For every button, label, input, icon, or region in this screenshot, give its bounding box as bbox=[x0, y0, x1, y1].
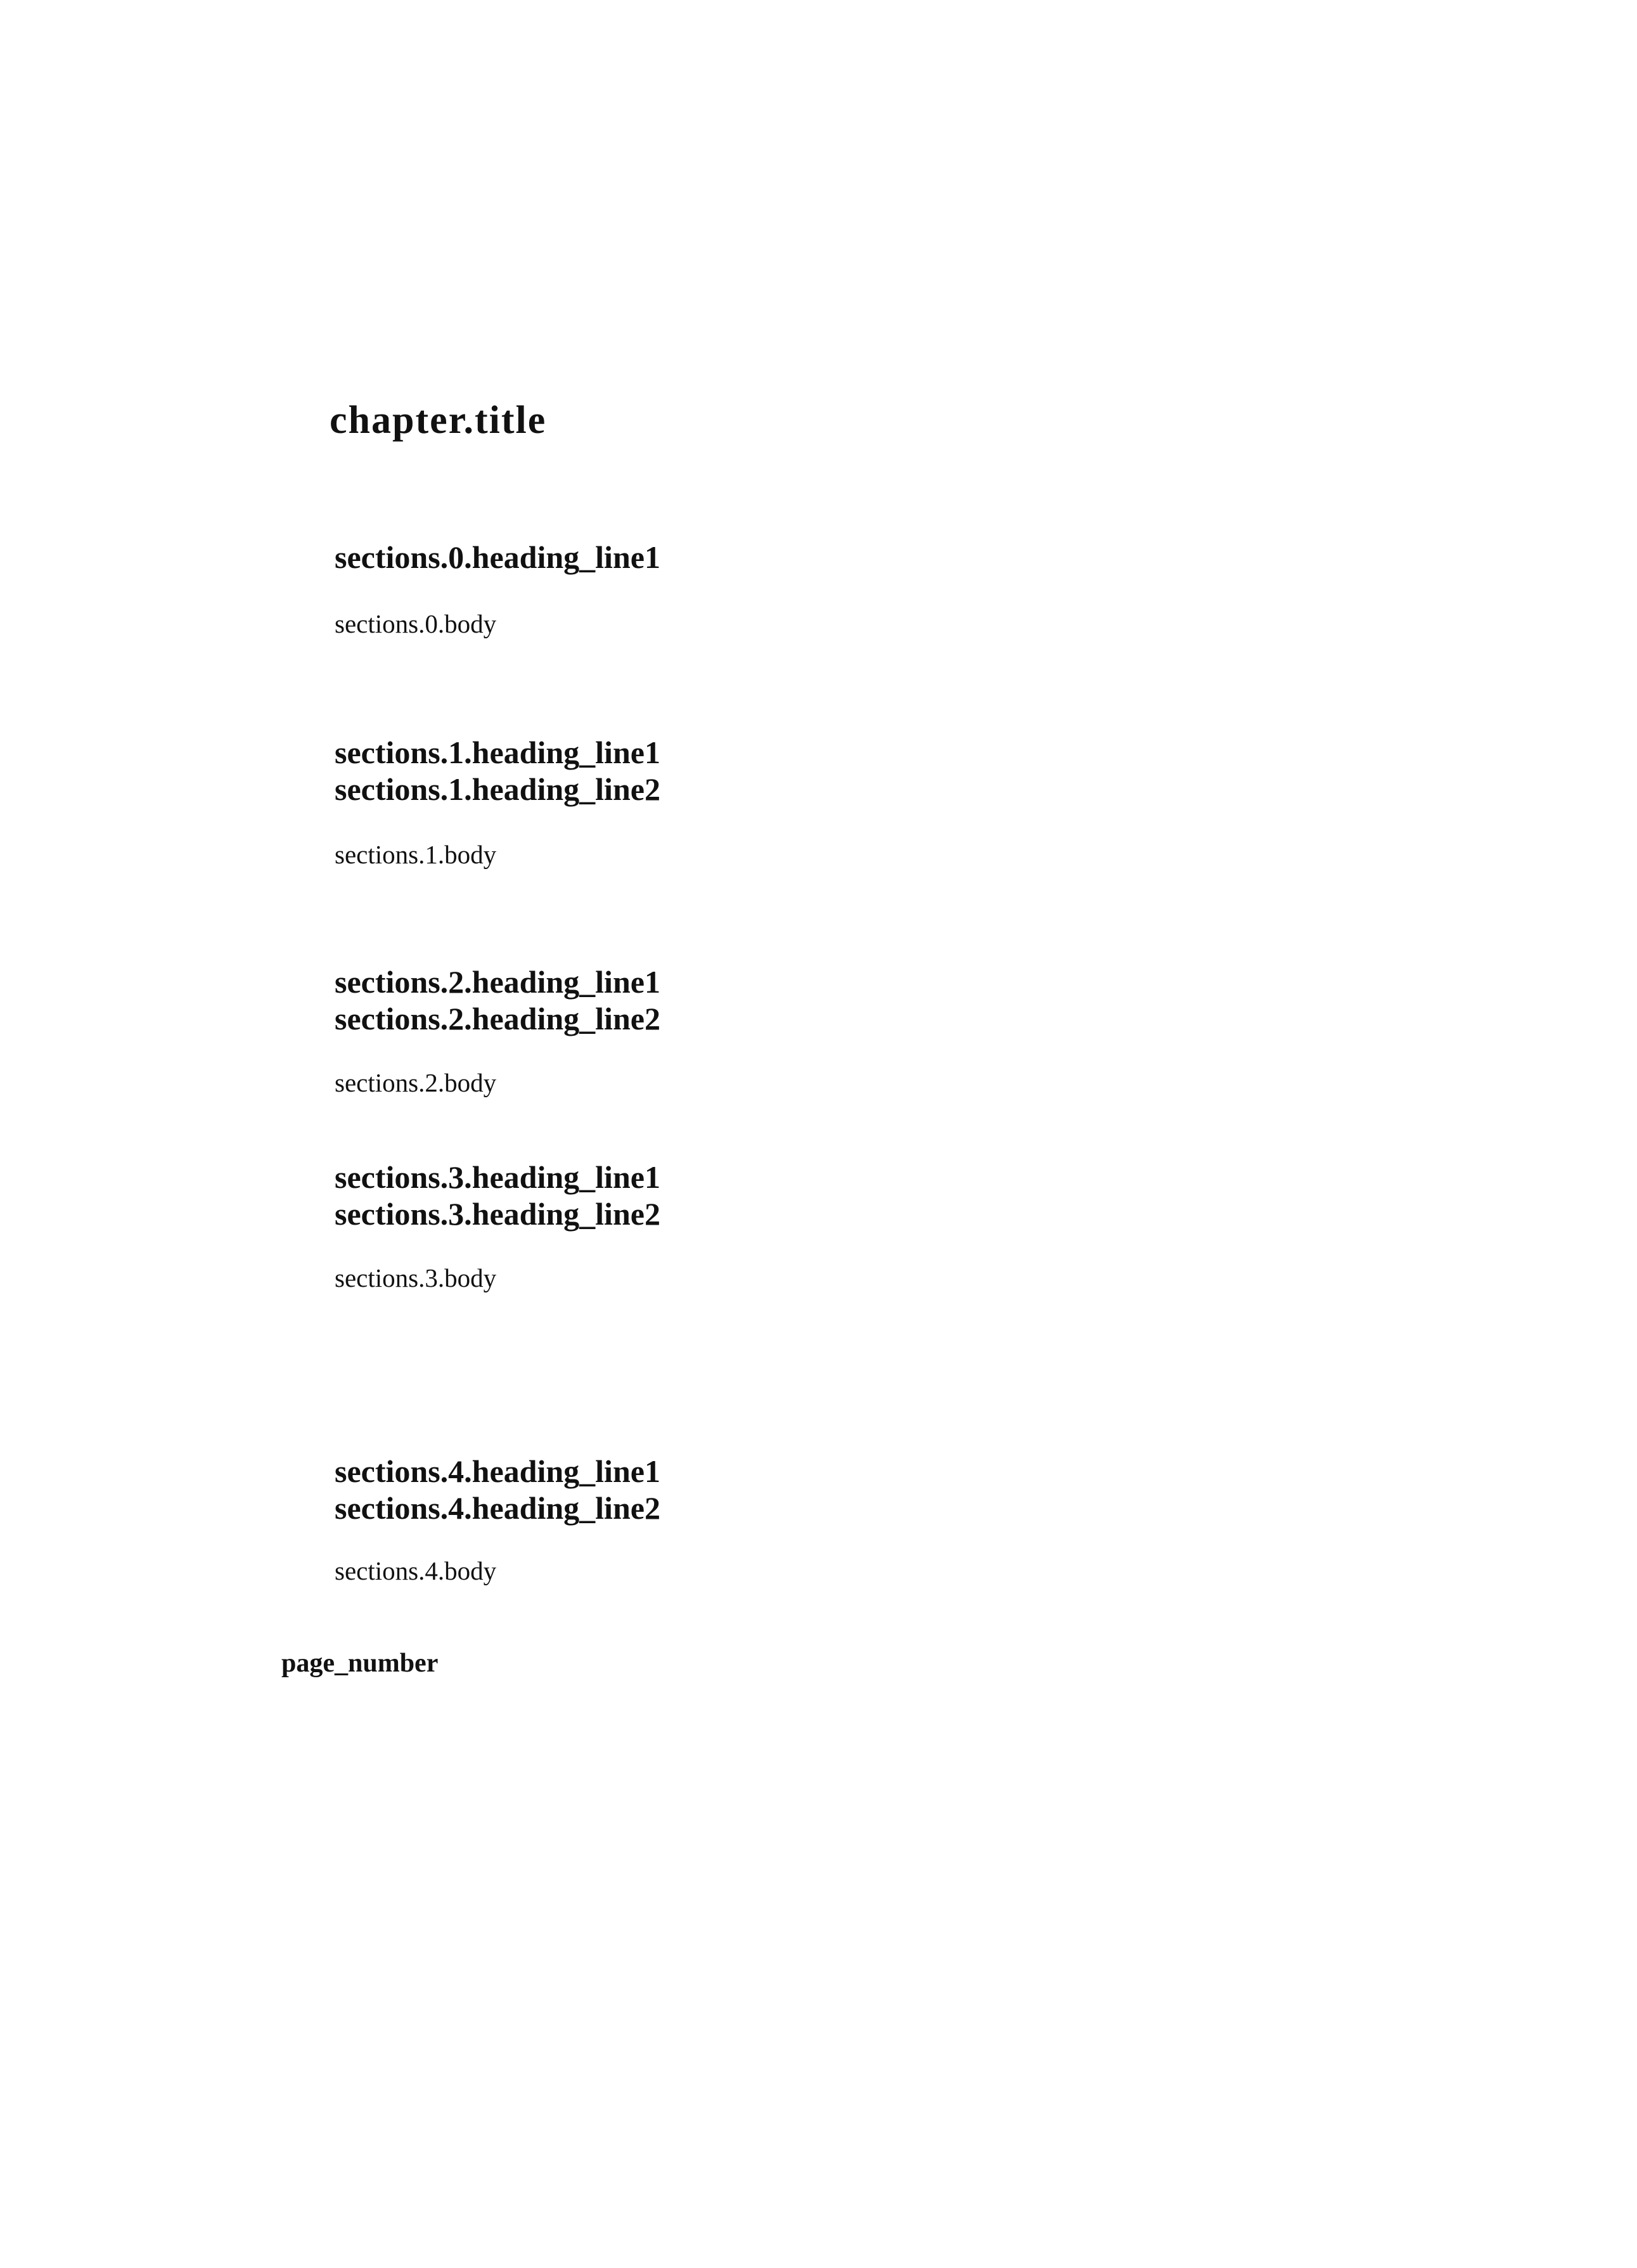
chapter-title: chapter.title bbox=[330, 399, 547, 442]
section-body: sections.3.body bbox=[335, 1263, 497, 1292]
section-heading-line: sections.3.heading_line2 bbox=[335, 1196, 660, 1232]
section-body: sections.0.body bbox=[335, 609, 497, 638]
section-heading bbox=[335, 963, 660, 1037]
section-heading-line: sections.1.heading_line2 bbox=[335, 771, 660, 807]
section-heading bbox=[335, 539, 660, 576]
section-heading-line: sections.4.heading_line1 bbox=[335, 1453, 660, 1489]
section-heading bbox=[335, 1159, 660, 1232]
section-body: sections.1.body bbox=[335, 840, 497, 869]
section-heading-line: sections.3.heading_line1 bbox=[335, 1159, 660, 1195]
section-heading-line: sections.1.heading_line1 bbox=[335, 735, 660, 770]
section-heading-line: sections.2.heading_line2 bbox=[335, 1001, 660, 1036]
page-number: page_number bbox=[281, 1649, 439, 1678]
section-heading-line: sections.2.heading_line1 bbox=[335, 964, 660, 1000]
section-heading-line: sections.0.heading_line1 bbox=[335, 539, 660, 575]
section-heading bbox=[335, 1453, 660, 1526]
section-body: sections.4.body bbox=[335, 1556, 497, 1585]
section-body: sections.2.body bbox=[335, 1068, 497, 1097]
section-heading bbox=[335, 734, 660, 808]
section-heading-line: sections.4.heading_line2 bbox=[335, 1490, 660, 1526]
